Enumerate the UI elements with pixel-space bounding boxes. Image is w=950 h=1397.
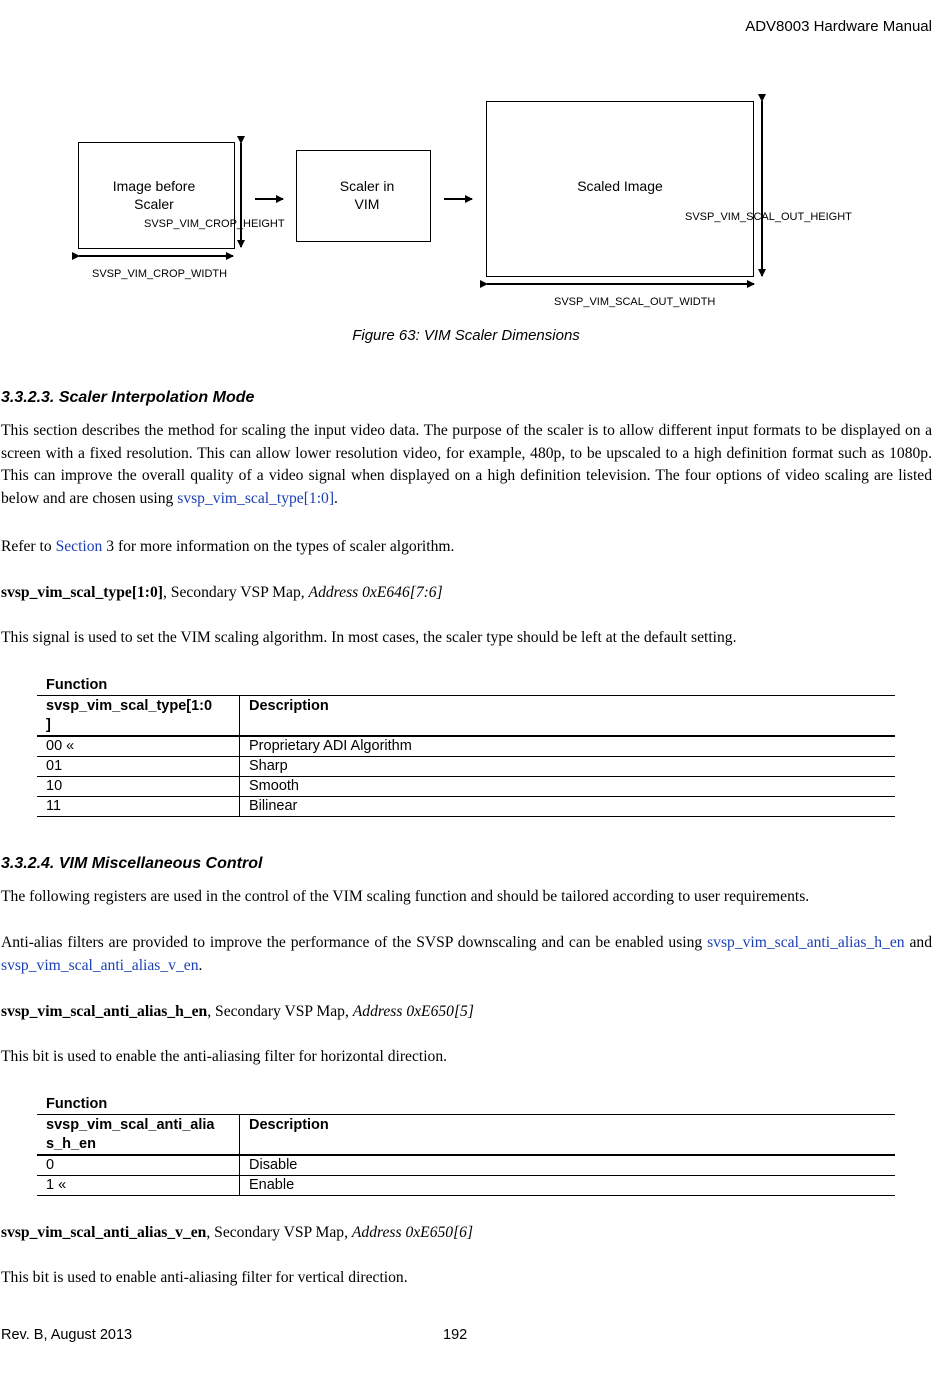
out-height-label: SVSP_VIM_SCAL_OUT_HEIGHT bbox=[685, 211, 852, 223]
table-function-label: Function bbox=[46, 1096, 108, 1112]
table-row: 01 Sharp bbox=[37, 757, 895, 777]
register-line-anti-alias-h: svsp_vim_scal_anti_alias_h_en, Secondary VSP Map, Address 0xE650[5] bbox=[1, 1003, 474, 1020]
out-width-label: SVSP_VIM_SCAL_OUT_WIDTH bbox=[554, 296, 716, 308]
anti-alias-h-link[interactable]: svsp_vim_scal_anti_alias_h_en bbox=[707, 934, 905, 951]
register-line-anti-alias-v: svsp_vim_scal_anti_alias_v_en, Secondary VSP Map, Address 0xE650[6] bbox=[1, 1224, 474, 1241]
anti-alias-paragraph: Anti-alias filters are provided to improve the performance of the SVSP downscaling and can be enabled using svsp_vim_scal_anti_alias_h_en and svsp_vim_scal_anti_alias_v_en. bbox=[1, 934, 932, 974]
scaled-image-label: Scaled Image bbox=[577, 178, 663, 194]
register-desc-scal-type: This signal is used to set the VIM scaling algorithm. In most cases, the scaler type should be left at the default setting. bbox=[1, 629, 737, 646]
table-header-register: svsp_vim_scal_anti_alia s_h_en bbox=[37, 1115, 240, 1156]
table-header-description: Description bbox=[240, 696, 896, 737]
refer-paragraph: Refer to Section 3 for more information on the types of scaler algorithm. bbox=[1, 538, 455, 555]
table-row: 00 « Proprietary ADI Algorithm bbox=[37, 736, 895, 757]
scal-type-link[interactable]: svsp_vim_scal_type[1:0] bbox=[177, 489, 335, 507]
header-title: ADV8003 Hardware Manual bbox=[745, 18, 932, 35]
table-row: 11 Bilinear bbox=[37, 797, 895, 817]
figure-caption: Figure 63: VIM Scaler Dimensions bbox=[352, 327, 580, 344]
anti-alias-h-table bbox=[37, 1094, 895, 1196]
scaler-in-vim-label: Scaler in VIM bbox=[339, 178, 395, 212]
anti-alias-v-link[interactable]: svsp_vim_scal_anti_alias_v_en bbox=[1, 956, 199, 974]
table-row: 0 Disable bbox=[37, 1155, 895, 1176]
table-row: 10 Smooth bbox=[37, 777, 895, 797]
scal-type-table bbox=[37, 675, 895, 817]
table-header-register: svsp_vim_scal_type[1:0 ] bbox=[37, 696, 240, 737]
table-function-label: Function bbox=[46, 677, 108, 693]
table-header-description: Description bbox=[240, 1115, 896, 1156]
footer-revision: Rev. B, August 2013 bbox=[1, 1327, 133, 1343]
image-before-scaler-label: Image before Scaler bbox=[112, 178, 196, 212]
register-desc-anti-alias-v: This bit is used to enable anti-aliasing filter for vertical direction. bbox=[1, 1269, 408, 1286]
section-heading-interpolation: 3.3.2.3. Scaler Interpolation Mode bbox=[1, 389, 255, 406]
footer-page-number: 192 bbox=[443, 1327, 468, 1343]
register-line-scal-type: svsp_vim_scal_type[1:0], Secondary VSP Map, Address 0xE646[7:6] bbox=[1, 584, 443, 601]
crop-width-label: SVSP_VIM_CROP_WIDTH bbox=[92, 268, 228, 280]
table-row: 1 « Enable bbox=[37, 1176, 895, 1196]
intro-paragraph: This section describes the method for scaling the input video data. The purpose of the scaler is to allow different input formats to be displayed on a screen with a fixed resolution. This can allow lower resolution video, for example, 480p, to be upscaled to a high definition format such as 1080p. This can improve the overall quality of a video signal when displayed on a high definition television. The four options of video scaling are listed below and are chosen using svsp_vim_scal_type[1:0]. bbox=[1, 422, 932, 507]
section-heading-misc: 3.3.2.4. VIM Miscellaneous Control bbox=[1, 855, 263, 872]
register-desc-anti-alias-h: This bit is used to enable the anti-aliasing filter for horizontal direction. bbox=[1, 1048, 448, 1065]
crop-height-label: SVSP_VIM_CROP_HEIGHT bbox=[144, 218, 285, 230]
section-link[interactable]: Section bbox=[55, 538, 103, 555]
misc-intro-paragraph: The following registers are used in the control of the VIM scaling function and should be tailored according to user requirements. bbox=[1, 888, 810, 905]
